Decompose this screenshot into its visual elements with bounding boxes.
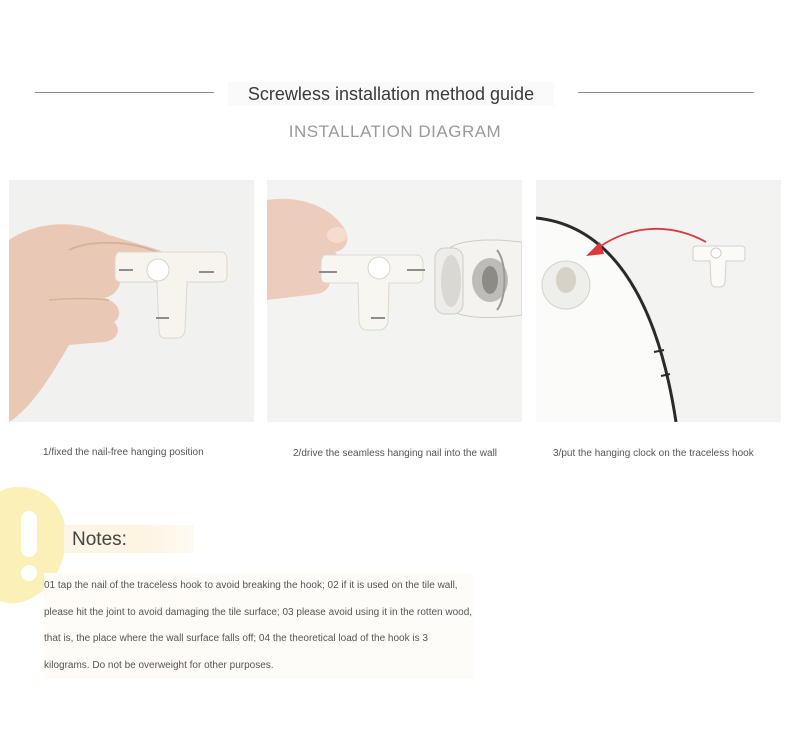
step-3-photo bbox=[536, 180, 781, 422]
step-2-caption: 2/drive the seamless hanging nail into the wall bbox=[293, 448, 498, 459]
step-2-photo bbox=[267, 180, 522, 422]
step-1-photo bbox=[9, 180, 254, 422]
step-1-caption: 1/fixed the nail-free hanging position bbox=[43, 447, 204, 458]
step-3-caption: 3/put the hanging clock on the traceless hook bbox=[553, 448, 754, 459]
header-rule-left bbox=[35, 92, 214, 93]
page-title: Screwless installation method guide bbox=[228, 82, 554, 106]
notes-body: 01 tap the nail of the traceless hook to avoid breaking the hook; 02 if it is used on the tile wall, please hit the joint to avoid damaging the tile surface; 03 please avoid using it in the rotten wood, that is, the place where the wall surface falls off; 04 the theoretical load of the hook is 3 kilograms. Do not be overweight for other purposes. bbox=[44, 573, 474, 679]
notes-title: Notes: bbox=[72, 529, 127, 550]
header-rule-right bbox=[578, 92, 754, 93]
page-subtitle: INSTALLATION DIAGRAM bbox=[288, 122, 502, 141]
